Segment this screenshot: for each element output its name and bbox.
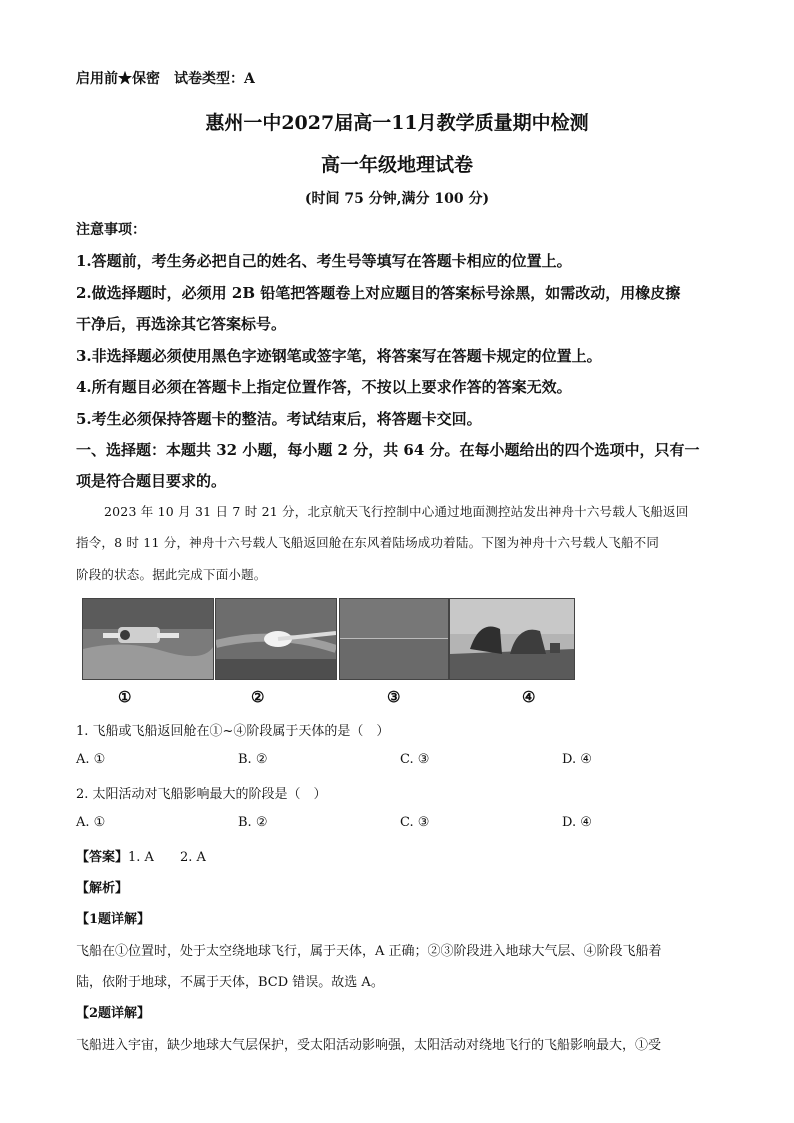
figure-photo-3 [339, 598, 449, 680]
note-item: 4.所有题目必须在答题卡上指定位置作答，不按以上要求作答的答案无效。 [76, 378, 572, 396]
confidential-line: 启用前★保密 试卷类型：A [76, 71, 255, 87]
figure-photo-4 [449, 598, 575, 680]
figure-photo-1 [82, 598, 214, 680]
section-heading: 一、选择题：本题共 32 小题，每小题 2 分，共 64 分。在每小题给出的四个选项中，只有一 [76, 441, 700, 459]
exam-title: 惠州一中2027届高一11月教学质量期中检测 [205, 112, 589, 134]
question-stem: 2. 太阳活动对飞船影响最大的阶段是（ ） [76, 787, 327, 802]
option-d: D. ④ [562, 815, 592, 830]
q2-analysis-line: 飞船进入宇宙，缺少地球大气层保护，受太阳活动影响强，太阳活动对绕地飞行的飞船影响最大，①受 [76, 1038, 662, 1053]
exam-subtitle: 高一年级地理试卷 [320, 154, 473, 176]
q2-analysis-heading: 【2题详解】 [76, 1006, 151, 1021]
note-item: 3.非选择题必须使用黑色字迹钢笔或签字笔，将答案写在答题卡规定的位置上。 [76, 347, 602, 365]
answer-text: 1. A 2. A [128, 850, 206, 865]
note-item: 5.考生必须保持答题卡的整洁。考试结束后，将答题卡交回。 [76, 410, 482, 428]
q1-analysis-line: 飞船在①位置时，处于太空绕地球飞行，属于天体，A 正确；②③阶段进入地球大气层、④阶段飞船着 [76, 944, 662, 959]
notes-heading: 注意事项： [76, 222, 146, 238]
answer-line [76, 846, 206, 865]
option-b: B. ② [238, 815, 268, 830]
answer-tag: 【答案】 [76, 850, 129, 865]
passage-line: 指令，8 时 11 分，神舟十六号载人飞船返回舱在东风着陆场成功着陆。下图为神舟十六号载人飞船不同 [76, 535, 660, 550]
question-stem: 1. 飞船或飞船返回舱在①~④阶段属于天体的是（ ） [76, 724, 390, 739]
note-item: 干净后，再选涂其它答案标号。 [76, 315, 287, 333]
option-b: B. ② [238, 752, 268, 767]
analysis-tag: 【解析】 [76, 881, 129, 896]
section-heading-cont: 项是符合题目要求的。 [76, 472, 227, 490]
figure-label-2: ② [251, 688, 265, 706]
time-note: (时间 75 分钟,满分 100 分) [304, 191, 490, 207]
option-a: A. ① [76, 752, 106, 767]
option-d: D. ④ [562, 752, 592, 767]
passage-line: 阶段的状态。据此完成下面小题。 [76, 567, 267, 582]
note-item: 1.答题前，考生务必把自己的姓名、考生号等填写在答题卡相应的位置上。 [76, 252, 572, 270]
option-a: A. ① [76, 815, 106, 830]
passage-line: 2023 年 10 月 31 日 7 时 21 分，北京航天飞行控制中心通过地面测控站发出神舟十六号载人飞船返回 [104, 504, 689, 519]
q1-analysis-heading: 【1题详解】 [76, 912, 151, 927]
option-c: C. ③ [400, 815, 430, 830]
option-c: C. ③ [400, 752, 430, 767]
figure-photo-2 [215, 598, 337, 680]
note-item: 2.做选择题时，必须用 2B 铅笔把答题卷上对应题目的答案标号涂黑，如需改动，用橡皮擦 [76, 284, 681, 302]
figure-label-4: ④ [522, 688, 536, 706]
figure-label-3: ③ [387, 688, 401, 706]
figure-label-1: ① [118, 688, 132, 706]
q1-analysis-line: 陆，依附于地球，不属于天体，BCD 错误。故选 A。 [76, 975, 384, 990]
